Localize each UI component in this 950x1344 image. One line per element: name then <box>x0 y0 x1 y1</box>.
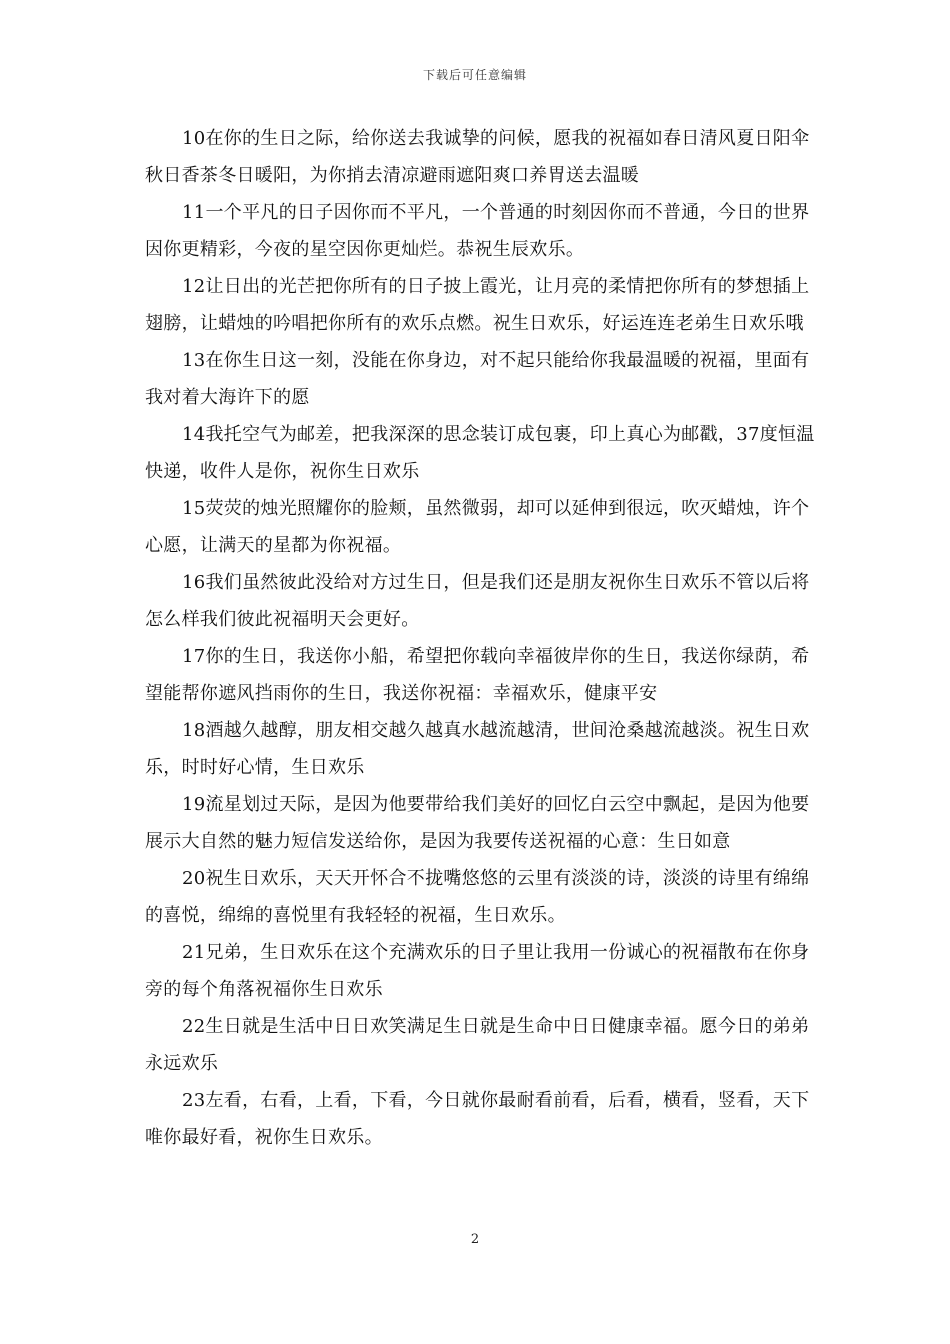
paragraph-17: 17你的生日，我送你小船，希望把你载向幸福彼岸你的生日，我送你绿荫，希望能帮你遮风挡雨你的生日，我送你祝福：幸福欢乐，健康平安 <box>145 646 810 704</box>
paragraph-13: 13在你生日这一刻，没能在你身边，对不起只能给你我最温暖的祝福，里面有我对着大海许下的愿 <box>145 350 810 408</box>
paragraph-12: 12让日出的光芒把你所有的日子披上霞光，让月亮的柔情把你所有的梦想插上翅膀，让蜡烛的吟唱把你所有的欢乐点燃。祝生日欢乐，好运连连老弟生日欢乐哦 <box>145 276 810 334</box>
paragraph-22: 22生日就是生活中日日欢笑满足生日就是生命中日日健康幸福。愿今日的弟弟永远欢乐 <box>145 1016 810 1074</box>
paragraph-11: 11一个平凡的日子因你而不平凡，一个普通的时刻因你而不普通，今日的世界因你更精彩，今夜的星空因你更灿烂。恭祝生辰欢乐。 <box>145 202 810 260</box>
paragraph-19: 19流星划过天际，是因为他要带给我们美好的回忆白云空中飘起，是因为他要展示大自然的魅力短信发送给你，是因为我要传送祝福的心意：生日如意 <box>145 794 810 852</box>
paragraph-23: 23左看，右看，上看，下看，今日就你最耐看前看，后看，横看，竖看，天下唯你最好看，祝你生日欢乐。 <box>145 1090 810 1148</box>
paragraph-14: 14我托空气为邮差，把我深深的思念装订成包裹，印上真心为邮戳，37度恒温快递，收件人是你，祝你生日欢乐 <box>145 424 815 482</box>
paragraph-16: 16我们虽然彼此没给对方过生日，但是我们还是朋友祝你生日欢乐不管以后将怎么样我们彼此祝福明天会更好。 <box>145 572 810 630</box>
page-number: 2 <box>470 1232 480 1247</box>
paragraph-18: 18酒越久越醇，朋友相交越久越真水越流越清，世间沧桑越流越淡。祝生日欢乐，时时好心情，生日欢乐 <box>145 720 810 778</box>
page-header: 下载后可任意编辑 <box>422 68 527 82</box>
paragraph-21: 21兄弟，生日欢乐在这个充满欢乐的日子里让我用一份诚心的祝福散布在你身旁的每个角落祝福你生日欢乐 <box>145 942 810 1000</box>
paragraph-10: 10在你的生日之际，给你送去我诚挚的问候，愿我的祝福如春日清风夏日阳伞秋日香茶冬日暖阳，为你捎去清凉避雨遮阳爽口养胃送去温暖 <box>145 128 810 186</box>
document-body <box>145 120 825 1156</box>
paragraph-20: 20祝生日欢乐，天天开怀合不拢嘴悠悠的云里有淡淡的诗，淡淡的诗里有绵绵的喜悦，绵绵的喜悦里有我轻轻的祝福，生日欢乐。 <box>145 868 810 926</box>
paragraph-15: 15荧荧的烛光照耀你的脸颊，虽然微弱，却可以延伸到很远，吹灭蜡烛，许个心愿，让满天的星都为你祝福。 <box>145 498 810 556</box>
